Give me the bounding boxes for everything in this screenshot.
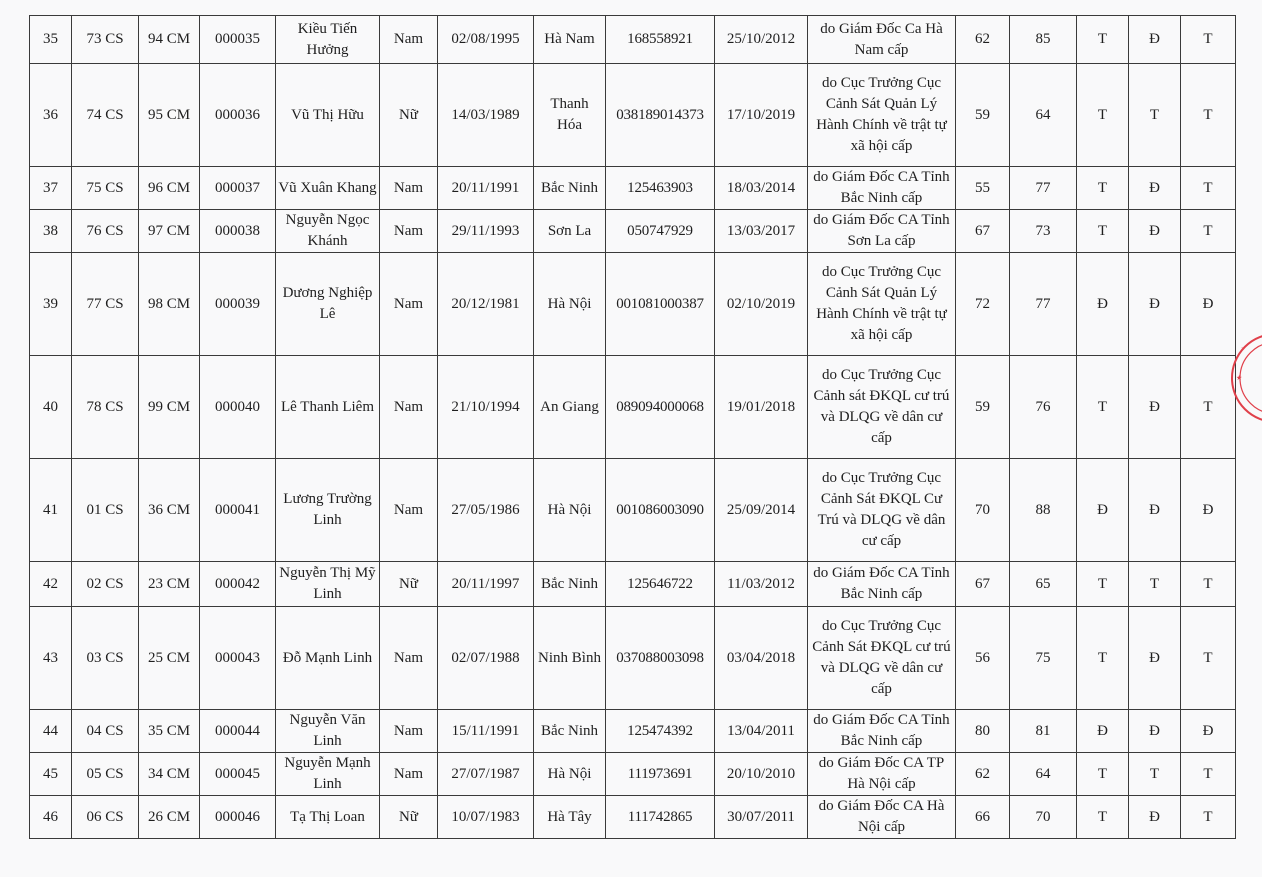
id-number-cell: 037088003098 [606,607,715,710]
cm-number-cell: 25 CM [139,607,200,710]
id-issue-date-cell: 03/04/2018 [715,607,808,710]
id-issue-date-cell: 20/10/2010 [715,753,808,796]
table-row [30,796,1236,839]
birth-date-cell: 29/11/1993 [438,210,534,253]
row-number-cell: 45 [30,753,72,796]
table-row [30,459,1236,562]
result-three-cell: T [1181,562,1236,607]
id-issuer-cell: do Giám Đốc CA Tỉnh Bắc Ninh cấp [808,167,956,210]
id-issuer-cell: do Giám Đốc CA Tỉnh Bắc Ninh cấp [808,710,956,753]
result-two-cell: Đ [1129,356,1181,459]
birth-date-cell: 14/03/1989 [438,64,534,167]
table-row [30,64,1236,167]
score-one-cell: 80 [956,710,1010,753]
result-two-cell: Đ [1129,210,1181,253]
result-two-cell: Đ [1129,459,1181,562]
result-two-cell: Đ [1129,796,1181,839]
cs-number-cell: 74 CS [72,64,139,167]
row-number-cell: 46 [30,796,72,839]
cs-number-cell: 75 CS [72,167,139,210]
id-issue-date-cell: 30/07/2011 [715,796,808,839]
hometown-cell: An Giang [534,356,606,459]
cs-number-cell: 06 CS [72,796,139,839]
cs-number-cell: 04 CS [72,710,139,753]
id-number-cell: 168558921 [606,16,715,64]
cm-number-cell: 34 CM [139,753,200,796]
id-issue-date-cell: 25/09/2014 [715,459,808,562]
candidate-code-cell: 000040 [200,356,276,459]
hometown-cell: Hà Nam [534,16,606,64]
gender-cell: Nam [380,459,438,562]
id-issue-date-cell: 19/01/2018 [715,356,808,459]
score-one-cell: 59 [956,356,1010,459]
id-issue-date-cell: 13/03/2017 [715,210,808,253]
candidate-code-cell: 000039 [200,253,276,356]
candidate-code-cell: 000035 [200,16,276,64]
birth-date-cell: 20/11/1997 [438,562,534,607]
candidate-name-cell: Nguyễn Thị Mỹ Linh [276,562,380,607]
score-one-cell: 62 [956,16,1010,64]
row-number-cell: 36 [30,64,72,167]
score-two-cell: 81 [1010,710,1077,753]
candidate-name-cell: Đỗ Mạnh Linh [276,607,380,710]
candidate-name-cell: Vũ Xuân Khang [276,167,380,210]
birth-date-cell: 20/12/1981 [438,253,534,356]
id-issue-date-cell: 02/10/2019 [715,253,808,356]
id-issuer-cell: do Cục Trưởng Cục Cảnh Sát Quản Lý Hành Chính về trật tự xã hội cấp [808,64,956,167]
score-one-cell: 62 [956,753,1010,796]
gender-cell: Nam [380,253,438,356]
hometown-cell: Bắc Ninh [534,710,606,753]
id-issuer-cell: do Giám Đốc CA Tỉnh Sơn La cấp [808,210,956,253]
id-number-cell: 111742865 [606,796,715,839]
row-number-cell: 44 [30,710,72,753]
id-number-cell: 125463903 [606,167,715,210]
gender-cell: Nam [380,210,438,253]
result-three-cell: Đ [1181,253,1236,356]
candidate-code-cell: 000043 [200,607,276,710]
score-two-cell: 70 [1010,796,1077,839]
row-number-cell: 35 [30,16,72,64]
result-two-cell: T [1129,753,1181,796]
candidate-code-cell: 000044 [200,710,276,753]
candidate-code-cell: 000045 [200,753,276,796]
hometown-cell: Ninh Bình [534,607,606,710]
cm-number-cell: 99 CM [139,356,200,459]
gender-cell: Nữ [380,562,438,607]
row-number-cell: 41 [30,459,72,562]
result-three-cell: Đ [1181,459,1236,562]
hometown-cell: Bắc Ninh [534,562,606,607]
id-issue-date-cell: 13/04/2011 [715,710,808,753]
id-issuer-cell: do Giám Đốc Ca Hà Nam cấp [808,16,956,64]
result-one-cell: T [1077,753,1129,796]
row-number-cell: 39 [30,253,72,356]
result-three-cell: T [1181,64,1236,167]
table-row [30,167,1236,210]
cm-number-cell: 95 CM [139,64,200,167]
hometown-cell: Hà Nội [534,459,606,562]
result-three-cell: T [1181,210,1236,253]
candidate-name-cell: Tạ Thị Loan [276,796,380,839]
hometown-cell: Hà Tây [534,796,606,839]
id-issuer-cell: do Cục Trưởng Cục Cảnh Sát Quản Lý Hành Chính về trật tự xã hội cấp [808,253,956,356]
cm-number-cell: 36 CM [139,459,200,562]
result-three-cell: T [1181,356,1236,459]
id-issue-date-cell: 25/10/2012 [715,16,808,64]
gender-cell: Nam [380,753,438,796]
result-one-cell: T [1077,796,1129,839]
cs-number-cell: 03 CS [72,607,139,710]
table-row [30,210,1236,253]
table-row [30,710,1236,753]
table-row [30,607,1236,710]
score-two-cell: 76 [1010,356,1077,459]
result-three-cell: T [1181,607,1236,710]
candidate-name-cell: Lê Thanh Liêm [276,356,380,459]
result-one-cell: T [1077,16,1129,64]
birth-date-cell: 15/11/1991 [438,710,534,753]
result-one-cell: T [1077,210,1129,253]
result-one-cell: T [1077,167,1129,210]
id-number-cell: 001086003090 [606,459,715,562]
cm-number-cell: 98 CM [139,253,200,356]
cs-number-cell: 73 CS [72,16,139,64]
id-number-cell: 050747929 [606,210,715,253]
gender-cell: Nam [380,16,438,64]
table-row [30,562,1236,607]
red-seal-stamp-icon [1228,320,1262,440]
cs-number-cell: 78 CS [72,356,139,459]
result-two-cell: Đ [1129,607,1181,710]
cs-number-cell: 02 CS [72,562,139,607]
id-issuer-cell: do Giám Đốc CA Tỉnh Bắc Ninh cấp [808,562,956,607]
id-number-cell: 001081000387 [606,253,715,356]
candidate-code-cell: 000046 [200,796,276,839]
score-two-cell: 77 [1010,253,1077,356]
row-number-cell: 38 [30,210,72,253]
gender-cell: Nam [380,167,438,210]
result-one-cell: T [1077,607,1129,710]
hometown-cell: Hà Nội [534,253,606,356]
score-two-cell: 77 [1010,167,1077,210]
cm-number-cell: 94 CM [139,16,200,64]
score-one-cell: 55 [956,167,1010,210]
id-number-cell: 089094000068 [606,356,715,459]
id-issuer-cell: do Giám Đốc CA TP Hà Nội cấp [808,753,956,796]
table-row [30,16,1236,64]
id-issuer-cell: do Cục Trưởng Cục Cảnh Sát ĐKQL Cư Trú và DLQG về dân cư cấp [808,459,956,562]
cm-number-cell: 97 CM [139,210,200,253]
row-number-cell: 37 [30,167,72,210]
score-one-cell: 67 [956,210,1010,253]
id-number-cell: 125646722 [606,562,715,607]
candidate-name-cell: Nguyễn Văn Linh [276,710,380,753]
result-three-cell: Đ [1181,710,1236,753]
result-two-cell: Đ [1129,710,1181,753]
candidate-name-cell: Vũ Thị Hữu [276,64,380,167]
hometown-cell: Thanh Hóa [534,64,606,167]
result-one-cell: Đ [1077,459,1129,562]
result-two-cell: Đ [1129,16,1181,64]
score-one-cell: 70 [956,459,1010,562]
id-issuer-cell: do Cục Trưởng Cục Cảnh Sát ĐKQL cư trú và DLQG về dân cư cấp [808,607,956,710]
cs-number-cell: 05 CS [72,753,139,796]
cs-number-cell: 77 CS [72,253,139,356]
result-one-cell: T [1077,64,1129,167]
table-row [30,253,1236,356]
result-one-cell: T [1077,562,1129,607]
birth-date-cell: 02/08/1995 [438,16,534,64]
birth-date-cell: 02/07/1988 [438,607,534,710]
score-one-cell: 66 [956,796,1010,839]
candidate-code-cell: 000042 [200,562,276,607]
score-two-cell: 73 [1010,210,1077,253]
result-three-cell: T [1181,753,1236,796]
row-number-cell: 40 [30,356,72,459]
candidate-code-cell: 000037 [200,167,276,210]
result-three-cell: T [1181,796,1236,839]
cm-number-cell: 35 CM [139,710,200,753]
score-two-cell: 64 [1010,753,1077,796]
gender-cell: Nam [380,356,438,459]
svg-text:★: ★ [1236,375,1243,382]
id-issue-date-cell: 18/03/2014 [715,167,808,210]
id-issue-date-cell: 17/10/2019 [715,64,808,167]
candidate-name-cell: Nguyễn Mạnh Linh [276,753,380,796]
birth-date-cell: 21/10/1994 [438,356,534,459]
id-issue-date-cell: 11/03/2012 [715,562,808,607]
cm-number-cell: 26 CM [139,796,200,839]
id-number-cell: 111973691 [606,753,715,796]
candidate-code-cell: 000036 [200,64,276,167]
table-row [30,356,1236,459]
score-two-cell: 64 [1010,64,1077,167]
hometown-cell: Bắc Ninh [534,167,606,210]
candidate-name-cell: Dương Nghiệp Lê [276,253,380,356]
gender-cell: Nữ [380,796,438,839]
birth-date-cell: 10/07/1983 [438,796,534,839]
candidate-code-cell: 000038 [200,210,276,253]
result-two-cell: Đ [1129,253,1181,356]
cs-number-cell: 76 CS [72,210,139,253]
birth-date-cell: 20/11/1991 [438,167,534,210]
score-one-cell: 72 [956,253,1010,356]
score-two-cell: 88 [1010,459,1077,562]
id-number-cell: 038189014373 [606,64,715,167]
table-row [30,753,1236,796]
score-two-cell: 75 [1010,607,1077,710]
row-number-cell: 43 [30,607,72,710]
gender-cell: Nam [380,710,438,753]
cs-number-cell: 01 CS [72,459,139,562]
result-three-cell: T [1181,167,1236,210]
score-one-cell: 59 [956,64,1010,167]
candidate-name-cell: Kiều Tiến Hưởng [276,16,380,64]
result-one-cell: Đ [1077,253,1129,356]
cm-number-cell: 96 CM [139,167,200,210]
result-two-cell: T [1129,562,1181,607]
candidate-results-table [29,15,1236,839]
candidate-code-cell: 000041 [200,459,276,562]
score-one-cell: 67 [956,562,1010,607]
result-one-cell: T [1077,356,1129,459]
birth-date-cell: 27/05/1986 [438,459,534,562]
gender-cell: Nam [380,607,438,710]
id-number-cell: 125474392 [606,710,715,753]
result-two-cell: Đ [1129,167,1181,210]
score-two-cell: 65 [1010,562,1077,607]
hometown-cell: Hà Nội [534,753,606,796]
birth-date-cell: 27/07/1987 [438,753,534,796]
score-one-cell: 56 [956,607,1010,710]
hometown-cell: Sơn La [534,210,606,253]
svg-text:·: · [1239,344,1246,352]
id-issuer-cell: do Giám Đốc CA Hà Nội cấp [808,796,956,839]
cm-number-cell: 23 CM [139,562,200,607]
gender-cell: Nữ [380,64,438,167]
row-number-cell: 42 [30,562,72,607]
result-two-cell: T [1129,64,1181,167]
score-two-cell: 85 [1010,16,1077,64]
id-issuer-cell: do Cục Trưởng Cục Cảnh sát ĐKQL cư trú và DLQG về dân cư cấp [808,356,956,459]
result-one-cell: Đ [1077,710,1129,753]
candidate-name-cell: Nguyễn Ngọc Khánh [276,210,380,253]
result-three-cell: T [1181,16,1236,64]
candidate-name-cell: Lương Trường Linh [276,459,380,562]
